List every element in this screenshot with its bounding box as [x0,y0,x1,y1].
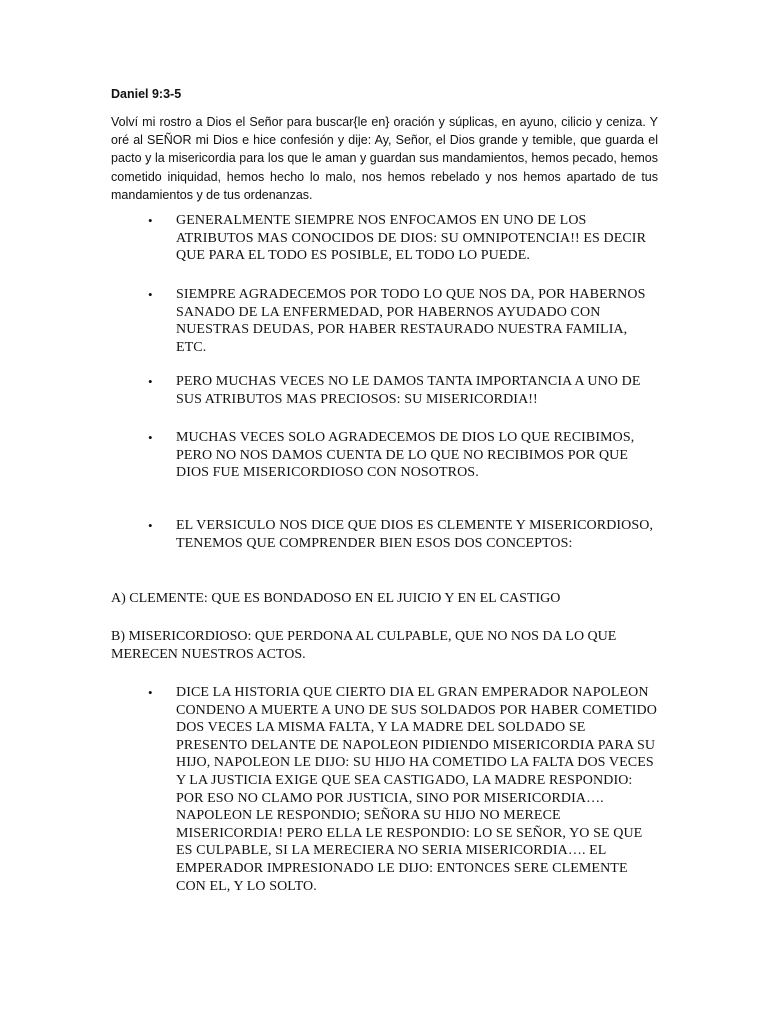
list-item [148,429,658,482]
list-item [148,212,658,265]
definition-misericordioso: B) MISERICORDIOSO: QUE PERDONA AL CULPABLE, QUE NO NOS DA LO QUE MERECEN NUESTROS ACTOS. [111,629,617,662]
list-item [148,373,658,408]
list-item [148,684,658,895]
bullet-icon: • [148,287,153,302]
bible-verse-paragraph: Volví mi rostro a Dios el Señor para buscar{le en} oración y súplicas, en ayuno, cilicio y ceniza. Y oré al SEÑOR mi Dios e hice confesión y dije: Ay, Señor, el Dios grande y temible, que guarda el pacto y la misericordia para los que le aman y guardan sus mandamientos, hemos pecado, hemos cometido iniquidad, hemos hecho lo malo, nos hemos rebelado y nos hemos apartado de tus mandamientos y de tus ordenanzas. [111,115,658,202]
page-title: Daniel 9:3-5 [111,87,182,101]
bullet-icon: • [148,518,153,533]
definition-clemente: A) CLEMENTE: QUE ES BONDADOSO EN EL JUICIO Y EN EL CASTIGO [111,591,561,606]
story-text: DICE LA HISTORIA QUE CIERTO DIA EL GRAN EMPERADOR NAPOLEON CONDENO A MUERTE A UNO DE SUS SOLDADOS POR HABER COMETIDO DOS VECES LA MISMA FALTA, Y LA MADRE DEL SOLDADO SE PRESENTO DELANTE DE NAPOLEON PIDIENDO MISERICORDIA PARA SU HIJO, NAPOLEON LE DIJO: SU HIJO HA COMETIDO LA FALTA DOS VECES Y LA JUSTICIA EXIGE QUE SEA CASTIGADO, LA MADRE RESPONDIO: POR ESO NO CLAMO POR JUSTICIA, SINO POR MISERICORDIA…. NAPOLEON LE RESPONDIO; SEÑORA SU HIJO NO MERECE MISERICORDIA! PERO ELLA LE RESPONDIO: LO SE SEÑOR, YO SE QUE ES CULPABLE, SI LA MERECIERA NO SERIA MISERICORDIA…. EL EMPERADOR IMPRESIONADO LE DIJO: ENTONCES SERE CLEMENTE CON EL, Y LO SOLTO. [176,685,657,894]
bullet-icon: • [148,685,153,700]
list-item-text: SIEMPRE AGRADECEMOS POR TODO LO QUE NOS DA, POR HABERNOS SANADO DE LA ENFERMEDAD, POR HABERNOS AYUDADO CON NUESTRAS DEUDAS, POR HABER RESTAURADO NUESTRA FAMILIA, ETC. [176,287,646,355]
list-item [148,286,658,356]
list-item-text: MUCHAS VECES SOLO AGRADECEMOS DE DIOS LO QUE RECIBIMOS, PERO NO NOS DAMOS CUENTA DE LO QUE NO RECIBIMOS POR QUE DIOS FUE MISERICORDIOSO CON NOSOTROS. [176,430,635,481]
list-item-text: GENERALMENTE SIEMPRE NOS ENFOCAMOS EN UNO DE LOS ATRIBUTOS MAS CONOCIDOS DE DIOS: SU OMNIPOTENCIA!! ES DECIR QUE PARA EL TODO ES POSIBLE, EL TODO LO PUEDE. [176,213,647,264]
bullet-icon: • [148,374,153,389]
bullet-icon: • [148,430,153,445]
bullet-icon: • [148,213,153,228]
list-item-text: EL VERSICULO NOS DICE QUE DIOS ES CLEMENTE Y MISERICORDIOSO, TENEMOS QUE COMPRENDER BIEN ESOS DOS CONCEPTOS: [176,518,654,551]
list-item-text: PERO MUCHAS VECES NO LE DAMOS TANTA IMPORTANCIA A UNO DE SUS ATRIBUTOS MAS PRECIOSOS: SU MISERICORDIA!! [176,374,641,407]
list-item [148,517,658,552]
